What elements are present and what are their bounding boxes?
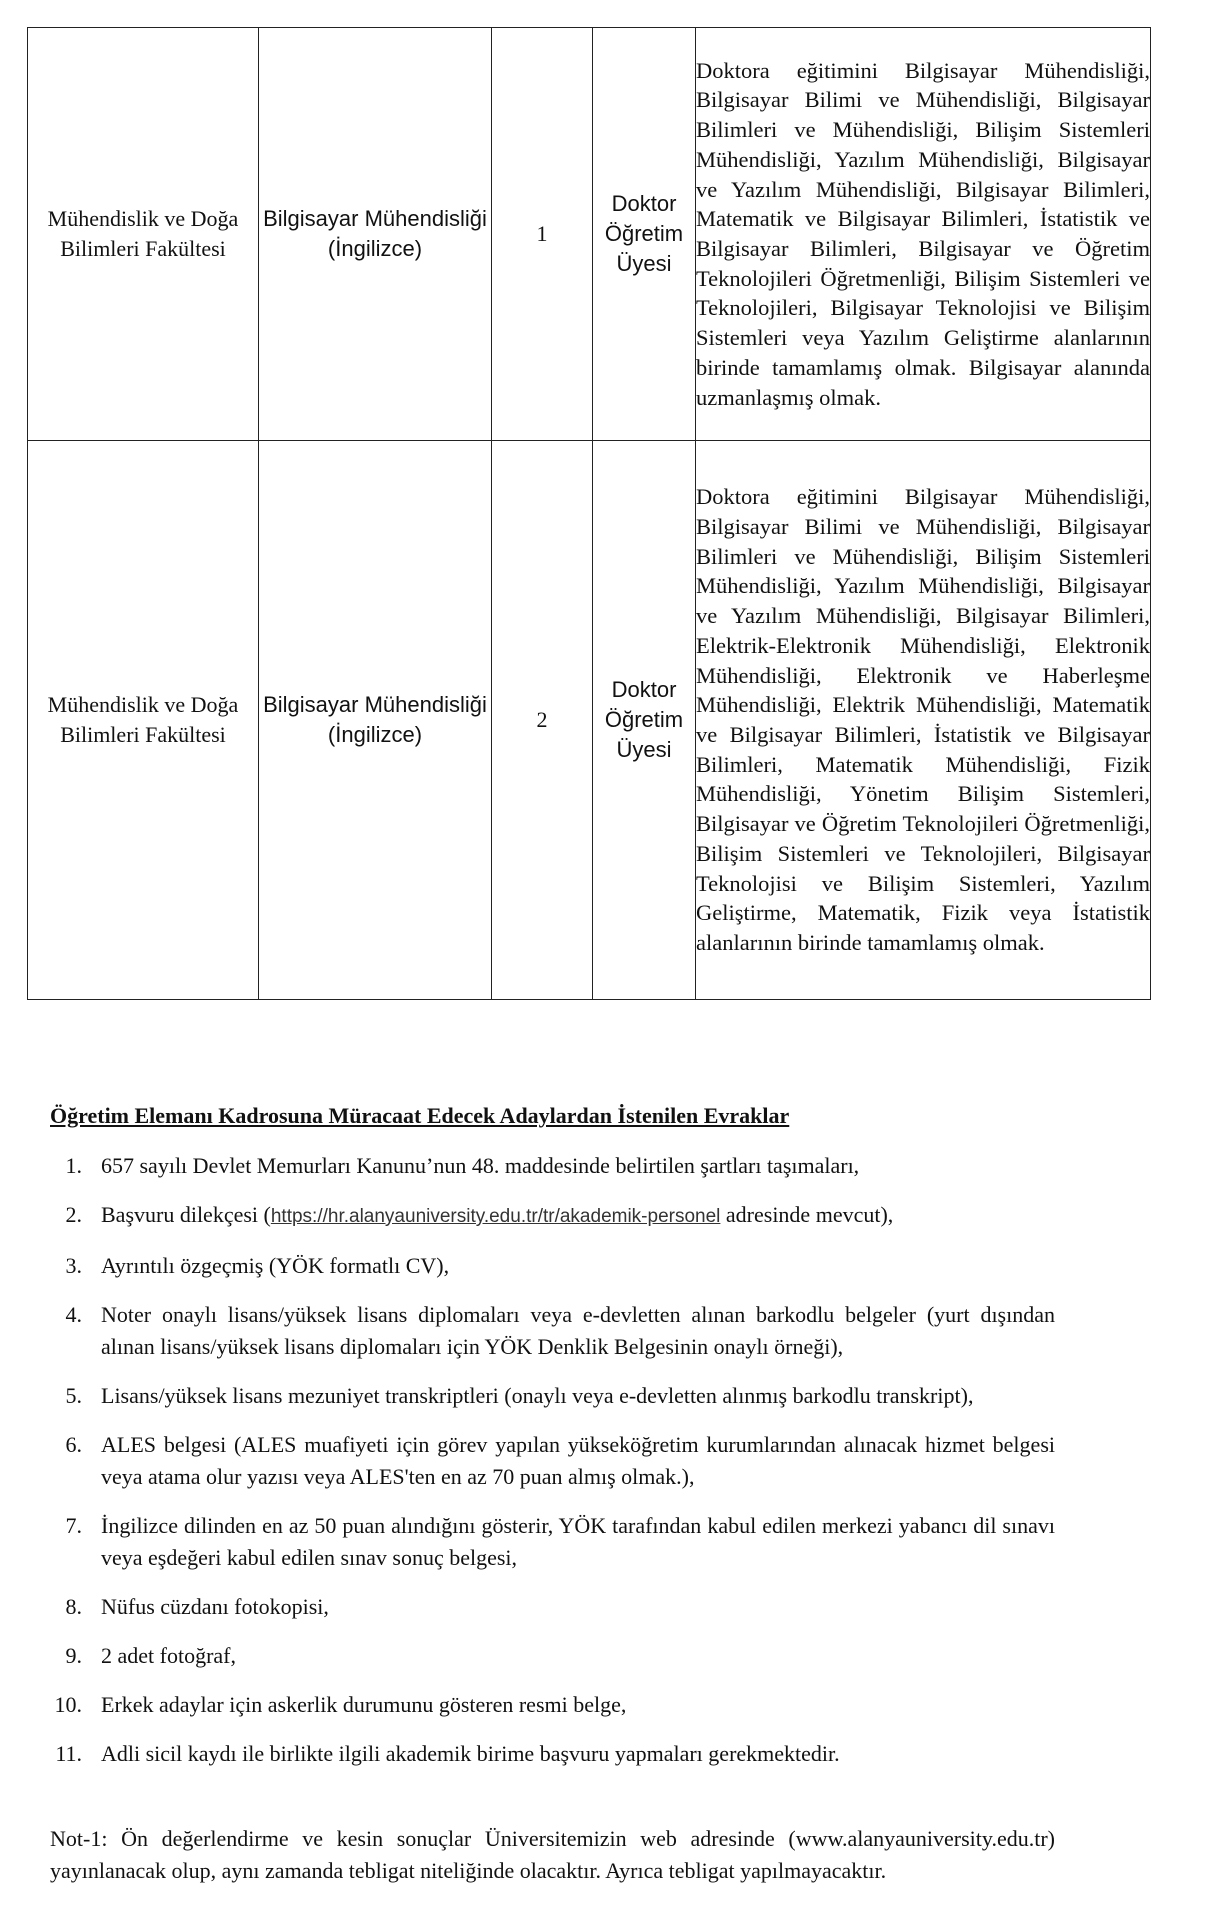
department-cell: Bilgisayar Mühendisliği (İngilizce) <box>259 441 492 1000</box>
title-cell: Doktor Öğretim Üyesi <box>593 28 696 441</box>
item-text-before: Başvuru dilekçesi ( <box>101 1202 271 1227</box>
count-cell: 1 <box>492 28 593 441</box>
application-form-link[interactable]: https://hr.alanyauniversity.edu.tr/tr/akademik-personel <box>270 1206 721 1227</box>
item-number: 6. <box>65 1432 82 1457</box>
count-cell: 2 <box>492 441 593 1000</box>
item-text: Adli sicil kaydı ile birlikte ilgili akademik birime başvuru yapmaları gerekmektedir. <box>101 1741 840 1766</box>
faculty-cell: Mühendislik ve Doğa Bilimleri Fakültesi <box>28 441 259 1000</box>
requirements-list <box>50 1150 1055 1787</box>
item-text: 2 adet fotoğraf, <box>101 1643 236 1668</box>
item-text: Erkek adaylar için askerlik durumunu gösteren resmi belge, <box>101 1692 627 1717</box>
item-number: 11. <box>55 1741 82 1766</box>
item-number: 3. <box>65 1253 82 1278</box>
list-item <box>50 1738 1055 1770</box>
list-item <box>50 1689 1055 1721</box>
item-text: Noter onaylı lisans/yüksek lisans diplomaları veya e-devletten alınan barkodlu belgeler (yurt dışından alınan lisans/yüksek lisans diplomaları için YÖK Denklik Belgesinin onaylı örneği), <box>101 1302 1055 1359</box>
item-number: 4. <box>65 1302 82 1327</box>
item-text: Lisans/yüksek lisans mezuniyet transkriptleri (onaylı veya e-devletten alınmış barkodlu transkript), <box>101 1383 974 1408</box>
table-row <box>28 441 1151 1000</box>
list-item <box>50 1510 1055 1574</box>
item-number: 7. <box>65 1513 82 1538</box>
list-item <box>50 1199 1055 1233</box>
item-number: 2. <box>65 1202 82 1227</box>
item-number: 9. <box>65 1643 82 1668</box>
item-text: Ayrıntılı özgeçmiş (YÖK formatlı CV), <box>101 1253 450 1278</box>
list-item <box>50 1591 1055 1623</box>
list-item <box>50 1429 1055 1493</box>
item-text: Nüfus cüzdanı fotokopisi, <box>101 1594 329 1619</box>
item-text-after: adresinde mevcut), <box>720 1202 894 1227</box>
positions-table <box>27 27 1151 1000</box>
requirement-cell: Doktora eğitimini Bilgisayar Mühendisliği, Bilgisayar Bilimi ve Mühendisliği, Bilgisayar Bilimleri ve Mühendisliği, Bilişim Sistemleri Mühendisliği, Yazılım Mühendisliği, Bilgisayar ve Yazılım Mühendisliği, Bilgisayar Bilimleri, Elektrik-Elektronik Mühendisliği, Elektronik Mühendisliği, Elektronik ve Haberleşme Mühendisliği, Elektrik Mühendisliği, Matematik ve Bilgisayar Bilimleri, İstatistik ve Bilgisayar Bilimleri, Matematik Mühendisliği, Fizik Mühendisliği, Yönetim Bilişim Sistemleri, Bilgisayar ve Öğretim Teknolojileri Öğretmenliği, Bilişim Sistemleri ve Teknolojileri, Bilgisayar Teknolojisi ve Bilişim Sistemleri, Yazılım Geliştirme, Matematik, Fizik veya İstatistik alanlarının birinde tamamlamış olmak. <box>696 441 1151 1000</box>
item-number: 10. <box>54 1692 82 1717</box>
department-cell: Bilgisayar Mühendisliği (İngilizce) <box>259 28 492 441</box>
list-item <box>50 1250 1055 1282</box>
list-item <box>50 1640 1055 1672</box>
note-paragraph: Not-1: Ön değerlendirme ve kesin sonuçlar Üniversitemizin web adresinde (www.alanyauniversity.edu.tr) yayınlanacak olup, aynı zamanda tebligat niteliğinde olacaktır. Ayrıca tebligat yapılmayacaktır. <box>50 1826 1055 1883</box>
item-number: 5. <box>65 1383 82 1408</box>
requirement-cell: Doktora eğitimini Bilgisayar Mühendisliği, Bilgisayar Bilimi ve Mühendisliği, Bilgisayar Bilimleri ve Mühendisliği, Bilişim Sistemleri Mühendisliği, Yazılım Mühendisliği, Bilgisayar ve Yazılım Mühendisliği, Bilgisayar Bilimleri, Matematik ve Bilgisayar Bilimleri, İstatistik ve Bilgisayar Bilimleri, Bilgisayar ve Öğretim Teknolojileri Öğretmenliği, Bilişim Sistemleri ve Teknolojileri, Bilgisayar Teknolojisi ve Bilişim Sistemleri veya Yazılım Geliştirme alanlarının birinde tamamlamış olmak. Bilgisayar alanında uzmanlaşmış olmak. <box>696 28 1151 441</box>
list-item <box>50 1150 1055 1182</box>
item-text: ALES belgesi (ALES muafiyeti için görev yapılan yükseköğretim kurumlarından alınacak hizmet belgesi veya atama olur yazısı veya ALES'ten en az 70 puan almış olmak.), <box>101 1432 1055 1489</box>
item-number: 8. <box>65 1594 82 1619</box>
faculty-cell: Mühendislik ve Doğa Bilimleri Fakültesi <box>28 28 259 441</box>
list-item <box>50 1380 1055 1412</box>
item-text: İngilizce dilinden en az 50 puan alındığını gösterir, YÖK tarafından kabul edilen merkezi yabancı dil sınavı veya eşdeğeri kabul edilen sınav sonuç belgesi, <box>101 1513 1055 1570</box>
table-row <box>28 28 1151 441</box>
item-number: 1. <box>65 1153 82 1178</box>
title-cell: Doktor Öğretim Üyesi <box>593 441 696 1000</box>
list-item <box>50 1299 1055 1363</box>
item-text: 657 sayılı Devlet Memurları Kanunu’nun 48. maddesinde belirtilen şartları taşımaları, <box>101 1153 860 1178</box>
requirements-heading: Öğretim Elemanı Kadrosuna Müracaat Edecek Adaylardan İstenilen Evraklar <box>50 1103 790 1128</box>
